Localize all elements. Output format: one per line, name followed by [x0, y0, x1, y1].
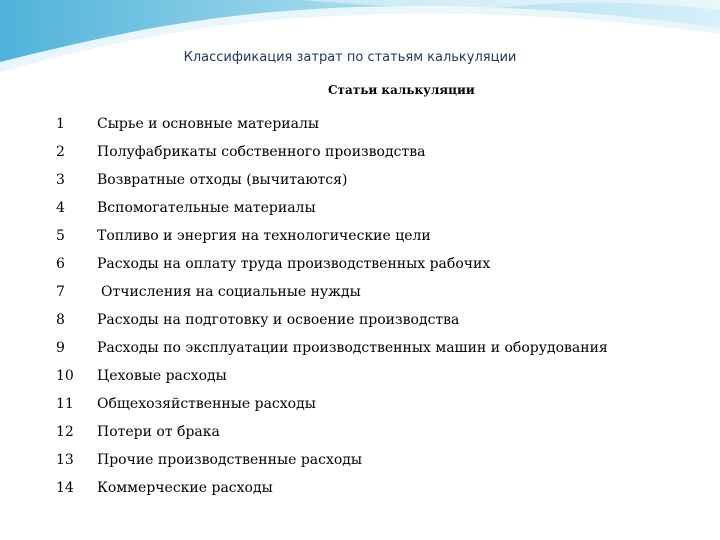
header-wave-decoration: [0, 0, 720, 80]
cost-items-list: [0, 112, 720, 504]
item-number: 11: [56, 396, 74, 412]
list-item: [0, 168, 720, 196]
item-number: 3: [56, 172, 65, 188]
item-number: 12: [56, 424, 74, 440]
item-text: Топливо и энергия на технологические цели: [97, 228, 431, 244]
list-item: [0, 336, 720, 364]
list-item: [0, 392, 720, 420]
list-item: [0, 224, 720, 252]
list-item: [0, 308, 720, 336]
list-item: [0, 252, 720, 280]
item-text: Отчисления на социальные нужды: [101, 284, 361, 300]
item-number: 13: [56, 452, 74, 468]
list-item: [0, 112, 720, 140]
slide-title: Классификация затрат по статьям калькуляции: [183, 50, 517, 65]
item-text: Прочие производственные расходы: [97, 452, 363, 468]
list-item: [0, 140, 720, 168]
item-number: 1: [56, 116, 65, 132]
item-text: Расходы по эксплуатации производственных машин и оборудования: [97, 340, 608, 356]
item-number: 6: [56, 256, 65, 272]
item-number: 5: [56, 228, 65, 244]
list-item: [0, 476, 720, 504]
item-text: Вспомогательные материалы: [97, 200, 316, 216]
item-text: Коммерческие расходы: [97, 480, 273, 496]
item-text: Расходы на подготовку и освоение производства: [97, 312, 460, 328]
table-header: Статьи калькуляции: [328, 83, 475, 97]
item-number: 10: [56, 368, 74, 384]
item-text: Цеховые расходы: [97, 368, 227, 384]
item-text: Потери от брака: [97, 424, 220, 440]
item-text: Расходы на оплату труда производственных рабочих: [97, 256, 491, 272]
list-item: [0, 196, 720, 224]
item-text: Полуфабрикаты собственного производства: [97, 144, 426, 160]
item-text: Возвратные отходы (вычитаются): [97, 172, 348, 188]
item-number: 7: [56, 284, 65, 300]
item-number: 2: [56, 144, 65, 160]
list-item: [0, 448, 720, 476]
item-number: 8: [56, 312, 65, 328]
list-item: [0, 420, 720, 448]
item-number: 14: [56, 480, 74, 496]
item-text: Общехозяйственные расходы: [97, 396, 316, 412]
item-number: 4: [56, 200, 65, 216]
list-item: [0, 280, 720, 308]
item-text: Сырье и основные материалы: [97, 116, 320, 132]
list-item: [0, 364, 720, 392]
item-number: 9: [56, 340, 65, 356]
